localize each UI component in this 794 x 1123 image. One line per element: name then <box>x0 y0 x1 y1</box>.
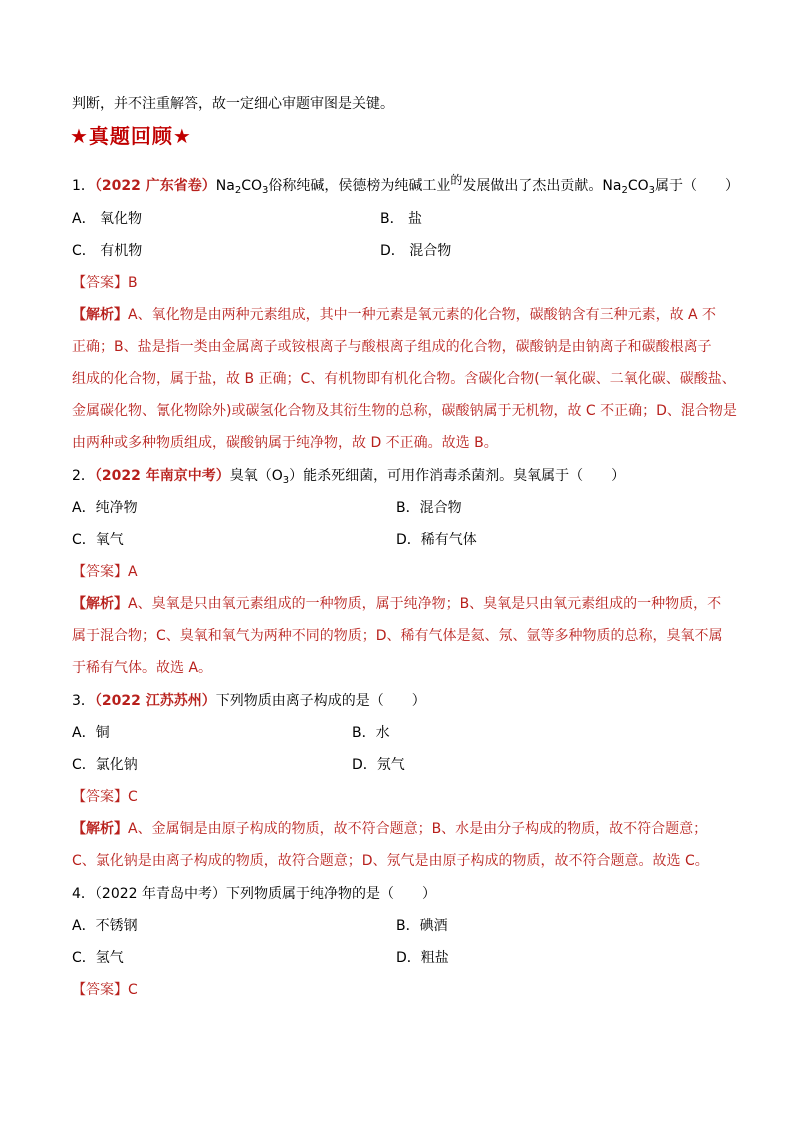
question-text: 属于（ ） <box>655 178 739 194</box>
question-source: （2022 年南京中考） <box>94 468 230 484</box>
option-d: D．稀有气体 <box>396 532 477 548</box>
question-text: Na <box>215 178 235 194</box>
analysis-line: 于稀有气体。故选 A。 <box>72 660 213 676</box>
answer-label: 【答案】 <box>72 564 128 580</box>
question-1 <box>72 173 739 201</box>
subscript: 3 <box>262 185 269 196</box>
option-b: B．混合物 <box>396 500 462 516</box>
question-3 <box>72 691 426 711</box>
analysis-label: 【解析】 <box>72 821 128 837</box>
analysis-line <box>72 819 707 839</box>
question-4 <box>72 884 436 904</box>
analysis-line <box>72 594 721 614</box>
question-number: 2． <box>72 468 95 484</box>
question-source: （2022 广东省卷） <box>94 178 216 194</box>
answer <box>72 787 138 807</box>
superscript: 的 <box>450 173 463 187</box>
analysis-line: 属于混合物；C、臭氧和氧气为两种不同的物质；D、稀有气体是氦、氖、氩等多种物质的总称，臭氧不属 <box>72 628 723 644</box>
option-a: A．纯净物 <box>72 500 138 516</box>
answer <box>72 273 138 293</box>
analysis-line <box>72 305 716 325</box>
option-c: C．氧气 <box>72 532 124 548</box>
option-d: D． 混合物 <box>380 243 452 259</box>
analysis-text: A、氧化物是由两种元素组成，其中一种元素是氧元素的化合物，碳酸钠含有三种元素，故 A 不 <box>128 307 717 323</box>
option-d: D．氖气 <box>352 757 405 773</box>
answer-value: B <box>128 275 138 291</box>
question-2 <box>72 466 625 491</box>
question-text: 臭氧（O <box>229 468 283 484</box>
option-a: A． 氧化物 <box>72 211 143 227</box>
answer-label: 【答案】 <box>72 275 128 291</box>
question-text: 下列物质由离子构成的是（ ） <box>215 693 426 709</box>
option-c: C． 有机物 <box>72 243 143 259</box>
question-text: 发展做出了杰出贡献。Na <box>462 178 622 194</box>
analysis-line: 组成的化合物，属于盐，故 B 正确；C、有机物即有机化合物。含碳化合物(一氧化碳、二氧化碳、碳酸盐、 <box>72 371 736 387</box>
analysis-text: A、金属铜是由原子构成的物质，故不符合题意；B、水是由分子构成的物质，故不符合题意； <box>128 821 708 837</box>
question-text: ）能杀死细菌，可用作消毒杀菌剂。臭氧属于（ ） <box>289 468 626 484</box>
subscript: 3 <box>648 185 655 196</box>
question-source: （2022 年青岛中考） <box>94 886 227 902</box>
answer-value: C <box>128 982 138 998</box>
option-b: B．水 <box>352 725 390 741</box>
subscript: 3 <box>282 475 290 486</box>
question-number: 4． <box>72 886 95 902</box>
analysis-line: 由两种或多种物质组成，碳酸钠属于纯净物，故 D 不正确。故选 B。 <box>72 435 498 451</box>
analysis-label: 【解析】 <box>72 307 128 323</box>
option-a: A．铜 <box>72 725 110 741</box>
section-heading: ★真题回顾★ <box>70 124 192 148</box>
subscript: 2 <box>621 185 628 196</box>
intro-text: 判断，并不注重解答，故一定细心审题审图是关键。 <box>72 96 394 112</box>
question-text: CO <box>627 178 649 194</box>
subscript: 2 <box>234 185 242 196</box>
option-c: C．氯化钠 <box>72 757 138 773</box>
answer-label: 【答案】 <box>72 789 128 805</box>
answer-value: C <box>128 789 138 805</box>
question-text: 俗称纯碱，侯德榜为纯碱工业 <box>268 178 451 194</box>
analysis-label: 【解析】 <box>72 596 128 612</box>
answer <box>72 980 138 1000</box>
analysis-line: 金属碳化物、氰化物除外)或碳氢化合物及其衍生物的总称，碳酸钠属于无机物，故 C 不正确；D、混合物是 <box>72 403 737 419</box>
question-source: （2022 江苏苏州） <box>94 693 216 709</box>
question-number: 1． <box>72 178 95 194</box>
option-a: A．不锈钢 <box>72 918 138 934</box>
analysis-line: C、氯化钠是由离子构成的物质，故符合题意；D、氖气是由原子构成的物质，故不符合题意。故选 C。 <box>72 853 709 869</box>
answer <box>72 562 138 582</box>
question-text: 下列物质属于纯净物的是（ ） <box>226 886 437 902</box>
question-number: 3． <box>72 693 95 709</box>
option-b: B．碘酒 <box>396 918 448 934</box>
analysis-line: 正确；B、盐是指一类由金属离子或铵根离子与酸根离子组成的化合物，碳酸钠是由钠离子和碳酸根离子 <box>72 339 712 355</box>
answer-value: A <box>128 564 138 580</box>
option-b: B． 盐 <box>380 211 423 227</box>
option-d: D．粗盐 <box>396 950 449 966</box>
question-text: CO <box>241 178 262 194</box>
analysis-text: A、臭氧是只由氧元素组成的一种物质，属于纯净物；B、臭氧是只由氧元素组成的一种物质，不 <box>128 596 722 612</box>
answer-label: 【答案】 <box>72 982 128 998</box>
option-c: C．氢气 <box>72 950 124 966</box>
